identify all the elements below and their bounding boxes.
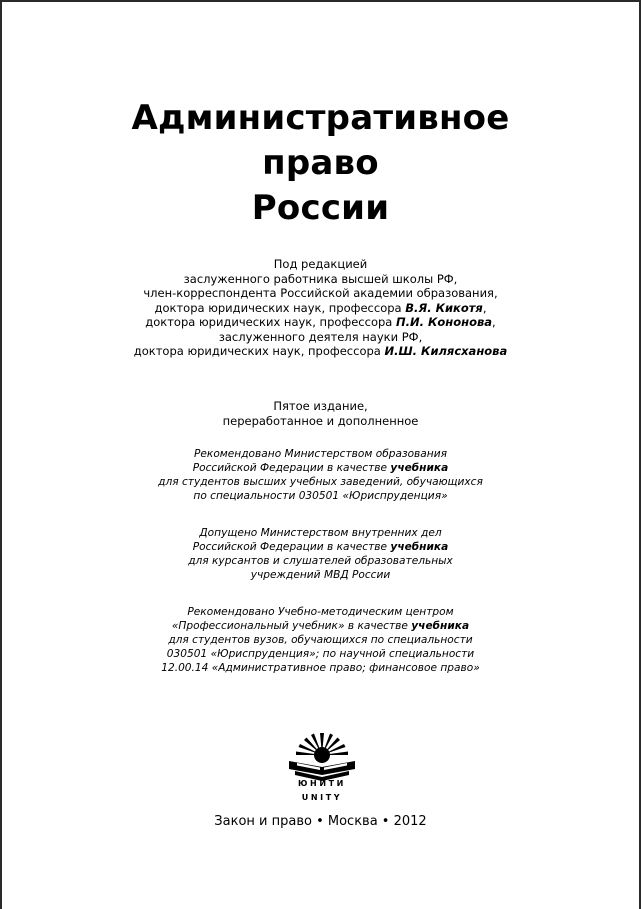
- editors-line: [0, 315, 641, 330]
- editors-block: [0, 257, 641, 359]
- recommendation-line: Допущено Министерством внутренних дел: [199, 527, 442, 539]
- editors-line: [0, 344, 641, 359]
- recommendation-line: учреждений МВД России: [250, 569, 391, 581]
- recommendation-line: 12.00.14 «Административное право; финансовое право»: [161, 662, 480, 674]
- recommendation-line: [0, 619, 641, 633]
- book-title-line-2: право: [262, 143, 379, 183]
- recommendation-text: «Профессиональный учебник» в качестве: [171, 620, 412, 632]
- recommendation-line: [0, 540, 641, 554]
- punct: ,: [492, 315, 496, 329]
- recommendation-line: по специальности 030501 «Юриспруденция»: [193, 490, 448, 502]
- recommendation-line: 030501 «Юриспруденция»; по научной специальности: [166, 648, 475, 660]
- editor-name-kikot: В.Я. Кикотя: [405, 300, 483, 315]
- recommendation-line: [0, 461, 641, 475]
- recommendation-line: Рекомендовано Учебно-методическим центром: [187, 606, 454, 618]
- editor-name-kilyaskhanov: И.Ш. Килясханова: [384, 344, 508, 358]
- logo-text-en: UNITY: [301, 793, 343, 802]
- publisher-imprint: Закон и право • Москва • 2012: [214, 814, 427, 829]
- recommendation-block-2: [0, 526, 641, 582]
- logo-text-ru: ЮНИТИ: [298, 779, 346, 788]
- book-title-line-3: России: [251, 188, 390, 228]
- editor-name-kononov: П.И. Кононова: [396, 315, 493, 329]
- recommendation-line: для студентов высших учебных заведений, обучающихся: [158, 476, 483, 488]
- edition-block: [0, 399, 641, 428]
- book-title: [0, 96, 641, 231]
- editor-credentials: доктора юридических наук, профессора: [145, 315, 396, 329]
- recommendation-line: для курсантов и слушателей образовательных: [188, 555, 453, 567]
- textbook-label: учебника: [390, 541, 449, 553]
- editors-line: член-корреспондента Российской академии образования,: [143, 286, 498, 300]
- editor-credentials: доктора юридических наук, профессора: [133, 344, 385, 358]
- recommendation-line: для студентов вузов, обучающихся по специальности: [168, 634, 473, 646]
- punct: ,: [482, 300, 487, 315]
- book-title-line-1: Административное: [131, 98, 510, 138]
- recommendation-line: Рекомендовано Министерством образования: [194, 448, 447, 460]
- edition-line: переработанное и дополненное: [222, 413, 419, 428]
- editors-line: заслуженного деятеля науки РФ,: [218, 329, 423, 344]
- editors-line: [0, 301, 641, 316]
- textbook-label: учебника: [411, 620, 470, 632]
- recommendation-text: Российской Федерации в качестве: [192, 462, 391, 474]
- recommendation-text: Российской Федерации в качестве: [192, 541, 391, 553]
- recommendation-block-3: [0, 605, 641, 675]
- edition-line: Пятое издание,: [273, 399, 368, 413]
- textbook-label: учебника: [390, 462, 449, 474]
- editors-line: заслуженного работника высшей школы РФ,: [183, 271, 458, 286]
- editors-line: Под редакцией: [273, 257, 368, 271]
- recommendation-block-1: [0, 447, 641, 503]
- editor-credentials: доктора юридических наук, профессора: [154, 300, 406, 315]
